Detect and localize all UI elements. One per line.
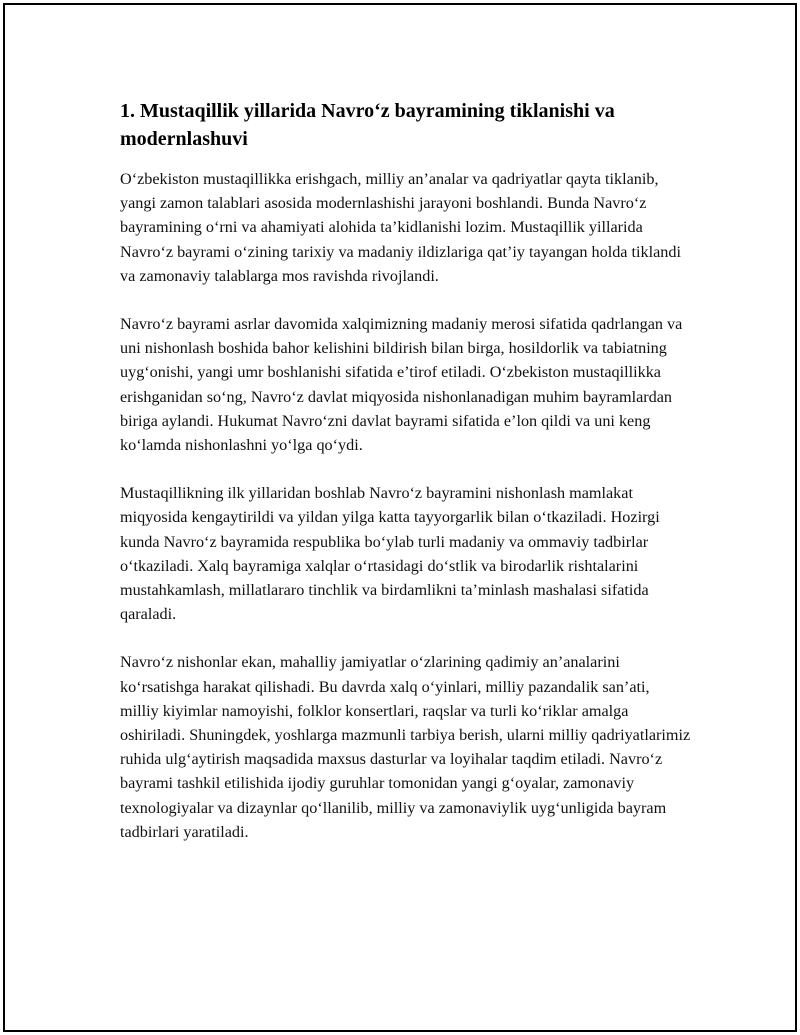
- paragraph-3: Mustaqillikning ilk yillaridan boshlab Navro‘z bayramini nishonlash mamlakat miqyosida kengaytirildi va yildan yilga katta tayyorgarlik bilan o‘tkaziladi. Hozirgi kunda Navro‘z bayramida respublika bo‘ylab turli madaniy va ommaviy tadbirlar o‘tkaziladi. Xalq bayramiga xalqlar o‘rtasidagi do‘stlik va birodarlik rishtalarini mustahkamlash, millatlararo tinchlik va birdamlikni ta’minlash mashalasi sifatida qaraladi.: [120, 484, 660, 624]
- paragraph-1: O‘zbekiston mustaqillikka erishgach, milliy an’analar va qadriyatlar qayta tiklanib, yangi zamon talablari asosida modernlashishi jarayoni boshlandi. Bunda Navro‘z bayramining o‘rni va ahamiyati alohida ta’kidlanishi lozim. Mustaqillik yillarida Navro‘z bayrami o‘zining tarixiy va madaniy ildizlariga qat’iy tayangan holda tiklandi va zamonaviy talablarga mos ravishda rivojlandi.: [120, 170, 681, 285]
- paragraph-2: Navro‘z bayrami asrlar davomida xalqimizning madaniy merosi sifatida qadrlangan va uni nishonlash boshida bahor kelishini bildirish bilan birga, hosildorlik va tabiatning uyg‘onishi, yangi umr boshlanishi sifatida e’tirof etiladi. O‘zbekiston mustaqillikka erishganidan so‘ng, Navro‘z davlat miqyosida nishonlanadigan muhim bayramlardan biriga aylandi. Hukumat Navro‘zni davlat bayrami sifatida e’lon qildi va uni keng ko‘lamda nishonlashni yo‘lga qo‘ydi.: [120, 315, 683, 455]
- section-heading: 1. Mustaqillik yillarida Navro‘z bayramining tiklanishi va modernlashuvi: [120, 100, 615, 150]
- paragraph-4: Navro‘z nishonlar ekan, mahalliy jamiyatlar o‘zlarining qadimiy an’analarini ko‘rsatishga harakat qilishadi. Bu davrda xalq o‘yinlari, milliy pazandalik san’ati, milliy kiyimlar namoyishi, folklor konsertlari, raqslar va turli ko‘riklar amalga oshiriladi. Shuningdek, yoshlarga mazmunli tarbiya berish, ularni milliy qadriyatlarimiz ruhida ulg‘aytirish maqsadida maxsus dasturlar va loyihalar taqdim etiladi. Navro‘z bayrami tashkil etilishida ijodiy guruhlar tomonidan yangi g‘oyalar, zamonaviy texnologiyalar va dizaynlar qo‘llanilib, milliy va zamonaviylik uyg‘unligida bayram tadbirlari yaratiladi.: [120, 653, 691, 841]
- document-body: [120, 97, 692, 868]
- page-frame: [3, 3, 797, 1032]
